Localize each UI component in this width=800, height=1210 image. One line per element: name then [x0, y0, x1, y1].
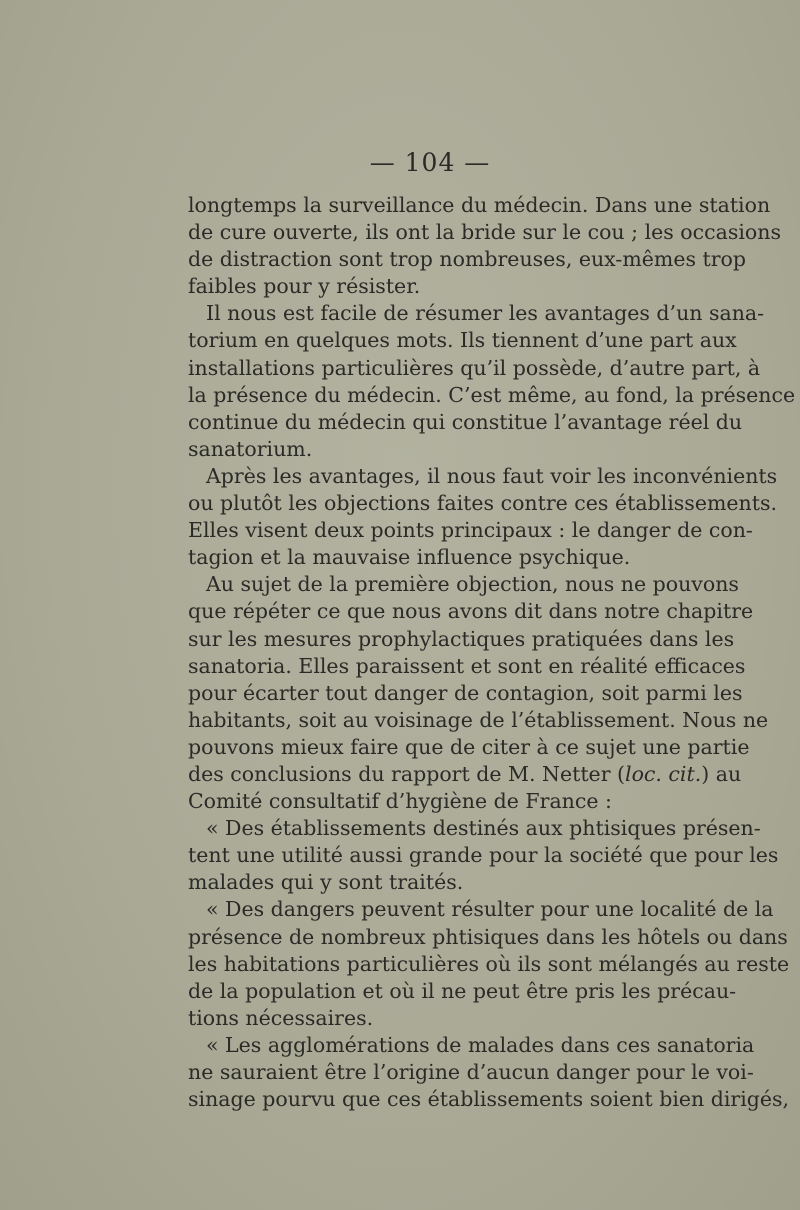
text-line: pouvons mieux faire que de citer à ce sujet une partie [188, 734, 750, 759]
text-segment: des conclusions du rapport de M. Netter ( [188, 761, 626, 786]
text-line: Au sujet de la première objection, nous ne pouvons [206, 572, 739, 597]
text-line: « Les agglomérations de malades dans ces sanatoria [206, 1032, 755, 1057]
text-line: Il nous est facile de résumer les avantages d’un sana- [206, 301, 765, 326]
text-line: sanatoria. Elles paraissent et sont en réalité efficaces [188, 653, 746, 678]
text-line [188, 761, 742, 788]
text-line: habitants, soit au voisinage de l’établissement. Nous ne [188, 707, 769, 732]
text-line: torium en quelques mots. Ils tiennent d’une part aux [188, 328, 737, 353]
text-line: ne sauraient être l’origine d’aucun danger pour le voi- [188, 1060, 754, 1084]
text-line: pour écarter tout danger de contagion, soit parmi les [188, 680, 743, 705]
text-line: ou plutôt les objections faites contre ces établissements. [188, 491, 777, 516]
text-line: Elles visent deux points principaux : le danger de con- [188, 518, 753, 543]
text-line: longtemps la surveillance du médecin. Dans une station [188, 193, 771, 217]
text-line: « Des établissements destinés aux phtisiques présen- [206, 816, 761, 841]
text-line: sur les mesures prophylactiques pratiquées dans les [188, 626, 735, 651]
body-text [188, 192, 796, 1113]
text-line: tagion et la mauvaise influence psychique. [188, 545, 631, 570]
text-line: les habitations particulières où ils sont mélangés au reste [188, 951, 790, 976]
text-line: que répéter ce que nous avons dit dans notre chapitre [188, 599, 754, 624]
text-line: tent une utilité aussi grande pour la société que pour les [188, 843, 779, 868]
text-line: installations particulières qu’il possède, d’autre part, à [188, 355, 761, 380]
text-line: de cure ouverte, ils ont la bride sur le cou ; les occasions [188, 220, 781, 245]
text-line: de la population et où il ne peut être pris les précau- [188, 978, 737, 1003]
text-line: tions nécessaires. [188, 1005, 374, 1030]
text-line: Comité consultatif d’hygiène de France : [188, 789, 612, 814]
text-line: faibles pour y résister. [188, 274, 421, 299]
text-line: sinage pourvu que ces établissements soient bien dirigés, [188, 1087, 790, 1112]
text-line: continue du médecin qui constitue l’avantage réel du [188, 409, 743, 434]
citation-italic: loc. cit. [625, 761, 702, 786]
text-line: sanatorium. [188, 436, 313, 461]
text-segment: ) au [701, 761, 742, 786]
text-line: malades qui y sont traités. [188, 870, 464, 895]
text-line: Après les avantages, il nous faut voir les inconvénients [206, 463, 778, 488]
text-line: présence de nombreux phtisiques dans les hôtels ou dans [188, 924, 788, 949]
text-line: de distraction sont trop nombreuses, eux-mêmes trop [188, 247, 746, 272]
text-line: « Des dangers peuvent résulter pour une localité de la [206, 897, 774, 922]
text-line: la présence du médecin. C’est même, au fond, la présence [188, 382, 796, 407]
page-number: — 104 — [369, 148, 491, 177]
